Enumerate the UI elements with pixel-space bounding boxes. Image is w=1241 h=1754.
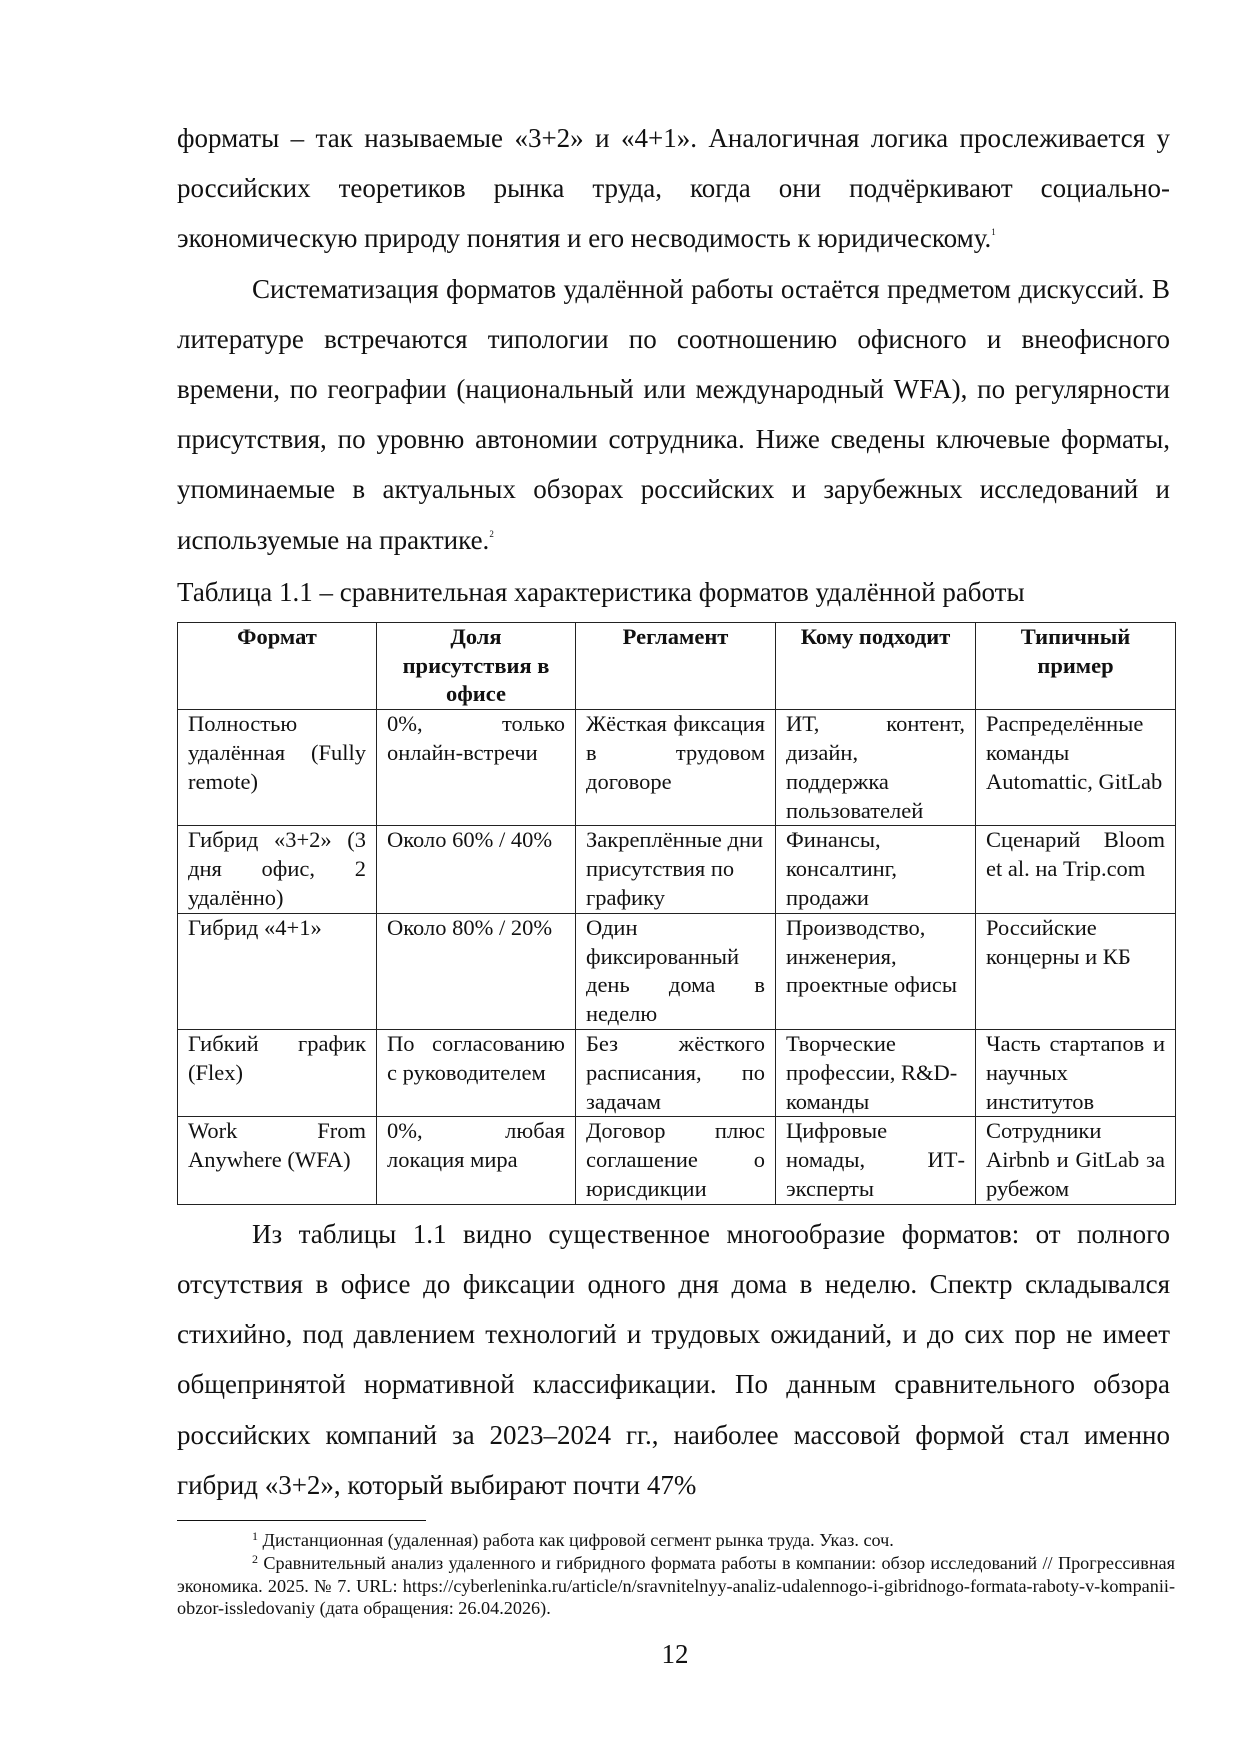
paragraph-2: [177, 264, 1170, 565]
table-cell: Распределённые команды Automattic, GitLab: [976, 710, 1176, 826]
table-cell: По согласованию с руководителем: [377, 1029, 576, 1116]
footnote-1: [177, 1529, 1175, 1552]
table-cell: Договор плюс соглашение о юрисдикции: [576, 1117, 776, 1204]
footnote-ref-1[interactable]: 1: [991, 227, 996, 238]
table-row: [178, 1117, 1176, 1204]
table-cell: Цифровые номады, ИТ-эксперты: [776, 1117, 976, 1204]
paragraph-2-text: Систематизация форматов удалённой работы остаётся предметом дискуссий. В литературе встречаются типологии по соотношению офисного и внеофисного времени, по географии (национальный или международный WFA), по регулярности присутствия, по уровню автономии сотрудника. Ниже сведены ключевые форматы, упоминаемые в актуальных обзорах российских и зарубежных исследований и используемые на практике.: [177, 273, 1170, 555]
header-typical-example: Типичный пример: [976, 622, 1176, 709]
table-cell: Сценарий Bloom et al. на Trip.com: [976, 826, 1176, 913]
paragraph-3: Из таблицы 1.1 видно существенное многообразие форматов: от полного отсутствия в офисе до фиксации одного дня дома в неделю. Спектр складывался стихийно, под давлением технологий и трудовых ожиданий, и до сих пор не имеет общепринятой нормативной классификации. По данным сравнительного обзора российских компаний за 2023–2024 гг., наиболее массовой формой стал именно гибрид «3+2», который выбирают почти 47%: [177, 1218, 1170, 1500]
footnote-1-number: 1: [252, 1529, 258, 1543]
table-cell: Гибрид «4+1»: [178, 913, 377, 1029]
footnote-2: [177, 1552, 1175, 1620]
table-cell: Творческие профессии, R&D-команды: [776, 1029, 976, 1116]
table-cell: Один фиксированный день дома в неделю: [576, 913, 776, 1029]
footnote-ref-2[interactable]: 2: [489, 528, 494, 539]
table-cell: 0%, только онлайн-встречи: [377, 710, 576, 826]
header-suits-whom: Кому подходит: [776, 622, 976, 709]
table-cell: Около 80% / 20%: [377, 913, 576, 1029]
table-cell: Около 60% / 40%: [377, 826, 576, 913]
table-cell: Гибрид «3+2» (3 дня офис, 2 удалённо): [178, 826, 377, 913]
header-regulation: Регламент: [576, 622, 776, 709]
footnotes: [177, 1520, 1175, 1620]
table-cell: Закреплённые дни присутствия по графику: [576, 826, 776, 913]
table-cell: Полностью удалённая (Fully remote): [178, 710, 377, 826]
header-format: Формат: [178, 622, 377, 709]
footnote-1-text: Дистанционная (удаленная) работа как цифровой сегмент рынка труда. Указ. соч.: [262, 1530, 894, 1550]
paragraph-1: [177, 113, 1170, 264]
table-cell: 0%, любая локация мира: [377, 1117, 576, 1204]
table-cell: Гибкий график (Flex): [178, 1029, 377, 1116]
table-cell: ИТ, контент, дизайн, поддержка пользователей: [776, 710, 976, 826]
table-row: [178, 826, 1176, 913]
table-cell: Work From Anywhere (WFA): [178, 1117, 377, 1204]
table-cell: Российские концерны и КБ: [976, 913, 1176, 1029]
table-row: [178, 1029, 1176, 1116]
table-cell: Сотрудники Airbnb и GitLab за рубежом: [976, 1117, 1176, 1204]
table-header-row: [178, 622, 1176, 709]
footnote-2-number: 2: [252, 1551, 258, 1566]
table-cell: Без жёсткого расписания, по задачам: [576, 1029, 776, 1116]
formats-table: [177, 622, 1176, 1205]
table-cell: Жёсткая фиксация в трудовом договоре: [576, 710, 776, 826]
table-row: [178, 913, 1176, 1029]
table-cell: Производство, инженерия, проектные офисы: [776, 913, 976, 1029]
paragraph-1-text: форматы – так называемые «3+2» и «4+1». Аналогичная логика прослеживается у российских теоретиков рынка труда, когда они подчёркивают социально-экономическую природу понятия и его несводимость к юридическому.: [177, 123, 1170, 254]
table-row: [178, 710, 1176, 826]
table-cell: Часть стартапов и научных институтов: [976, 1029, 1176, 1116]
table-caption: Таблица 1.1 – сравнительная характеристика форматов удалённой работы: [177, 576, 1025, 607]
page-body: [177, 113, 1170, 1510]
footnote-2-text: Сравнительный анализ удаленного и гибридного формата работы в компании: обзор исследований // Прогрессивная экономика. 2025. № 7. URL: https://cyberleninka.ru/article/n/sravnitelnyy-analiz-udalennogo-i-gibridnogo-formata-raboty-v-kompanii-obzor-issledovaniy (дата обращения: 26.04.2026).: [177, 1552, 1175, 1619]
header-office-share: Доля присутствия в офисе: [377, 622, 576, 709]
footnote-separator: [177, 1520, 426, 1521]
table-cell: Финансы, консалтинг, продажи: [776, 826, 976, 913]
page-number: 12: [661, 1639, 689, 1669]
